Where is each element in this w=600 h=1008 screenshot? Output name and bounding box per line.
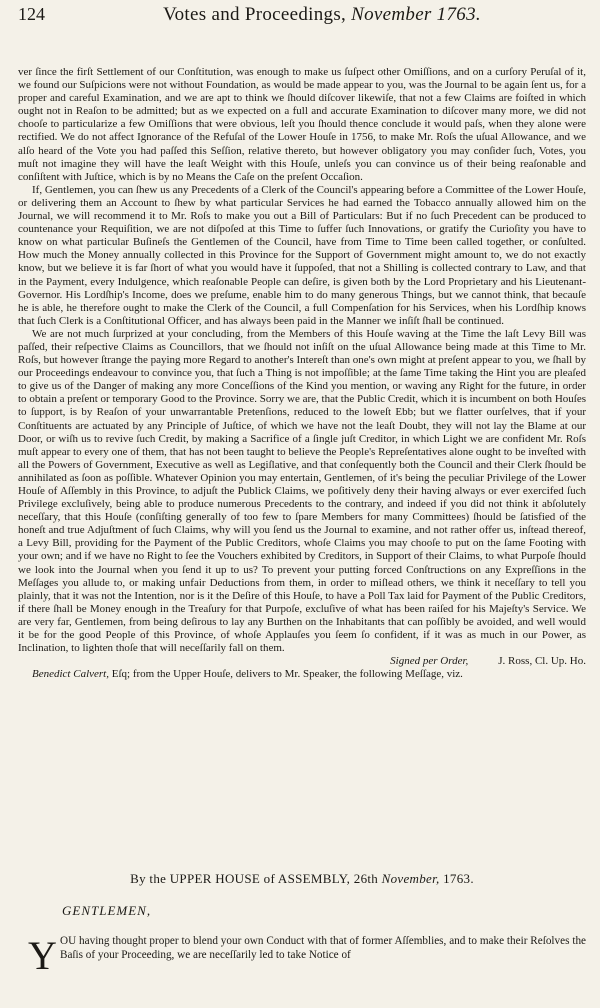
running-head-title: Votes and Proceedings, — [163, 4, 352, 25]
delivery-note — [18, 668, 586, 681]
drop-cap: Y — [28, 933, 57, 978]
signed-per-order: Signed per Order, — [390, 655, 469, 668]
running-head-date: November 1763. — [351, 4, 481, 25]
page-header — [18, 4, 586, 40]
salutation: GENTLEMEN, — [62, 903, 152, 918]
running-head — [58, 4, 586, 26]
paragraph-2: If, Gentlemen, you can ſhew us any Precedents of a Clerk of the Council's appearing before a Committee of the Lower Houſe, or delivering them an Account to ſhew by what particular Services he had earned the Tobacco annually allowed him on the Journal, we will recommend it to Mr. Roſs to make you out a Bill of Particulars: But if no ſuch Precedent can be produced to countenance your Requiſition, we are not diſpoſed at this Time to ſuffer ſuch Innovations, or gratify the Curioſity you have to know on what particular Buſineſs the Gentlemen of the Council, have from Time to Time been called together, or conſulted. How much the Money annually collected in this Province for the Support of Government might amount to, we do not exactly know, but we believe it is far ſhort of what you would have it ſuppoſed, that not a Shilling is collected contrary to Law, and that in the Payment, every Indulgence, which reaſonable People can deſire, is given both by the Lord Proprietary and his Lieutenant-Governor. His Lordſhip's Income, does we preſume, enable him to do many generous Things, but we cannot think, that becauſe he is able, he therefore ought to make the Clerk of the Council, a full Compenſation for his Services, when his Lordſhip knows that ſuch Clerk is a Conſtitutional Officer, and has always been paid in the Manner we inſiſt ſhall be continued. — [18, 183, 586, 327]
body-text — [18, 66, 586, 681]
message-heading-year: 1763. — [439, 871, 474, 886]
message-heading-prefix: By the UPPER HOUSE of ASSEMBLY, 26th — [130, 871, 382, 886]
delivery-text: Eſq; from the Upper Houſe, delivers to Mr. Speaker, the following Meſſage, viz. — [108, 668, 463, 681]
messenger-name: Benedict Calvert, — [32, 668, 109, 681]
paragraph-3: We are not much ſurprized at your concluding, from the Members of this Houſe waving at the Time the laſt Levy Bill was paſſed, their reſpective Claims as Councillors, that we ſhould not inſiſt on the uſual Allowance being made at this Time to Mr. Roſs, but however ſtrange the paying more Regard to another's Intereſt than one's own might at preſent appear to you, we ſhall by our Proceedings endeavour to convince you, that ſuch a Thing is not impoſſible; at the ſame Time taking the Hint you are pleaſed to give us of the Danger of making any more Conceſſions of the Kind you mention, or waving any Right for the future, in order to obtain a preſent or temporary Good to the Province. Sorry we are, that the Public Credit, which it is incumbent on both Houſes to ſupport, is by Reaſon of your unwarrantable Pretenſions, reduced to the loweſt Ebb; but we flatter ourſelves, that if your Conſtituents are actuated by any Principle of Juſtice, of which we have not the leaſt Doubt, they will not lay the Blame at our Door, or wiſh us to revive ſuch Credit, by making a Sacrifice of a ſingle juſt Creditor, in which Light we are confident Mr. Roſs muſt appear to every one of them, that has not been taught to believe the People's Repreſentatives alone ought to be inveſted with all the Powers of Government, Executive as well as Legiſlative, and that conſequently both the Council and their Clerk ſhould be annihilated as ſoon as poſſible. Whatever Opinion you may entertain, Gentlemen, of it's being the peculiar Privilege of the Lower Houſe of Aſſembly in this Province, to adjuſt the Publick Claims, we poſitively deny their having always or ever exercifed ſuch Privilege excluſively, being able to produce numerous Precedents to the contrary, and indeed if you did not think it abſolutely neceſſary, that this Houſe (conſiſting generally of too few to ſpare Members for many Committees) ſhould be ſatisfied of the honeſt and true Adjuſtment of ſuch Claims, why will you ſend us the Journal to examine, and not rather offer us, inſtead thereof, a Levy Bill, providing for the Payment of the Public Creditors, whoſe Claims you may chooſe to put on the ſame Footing with your own; and if we have no Right to ſee the Vouchers exhibited by Creditors, in Support of their Claims, to what Purpoſe ſhould we look into the Journal when you ſend it up to us? To prevent your putting forced Conſtructions on any Expreſſions in the Meſſages you allude to, or making unfair Deductions from them, in order to miſlead others, we think it neceſſary to tell you plainly, that it was not the Intention, nor is it the Deſire of this Houſe, to have a Poll Tax laid for Payment of the Public Creditors, if there ſhall be Money enough in the Treaſury for that Purpoſe, excluſive of what has been raiſed for his Majeſty's Service. We are very far, Gentlemen, from being deſirous to lay any Burthen on the Inhabitants that can poſſibly be avoided, and well would it be for the good People of this Province, of whoſe Applauſes you ſeem ſo confident, if it was as much in our Power, as Inclination, to lighten thoſe that will neceſſarily fall on them. — [18, 327, 586, 655]
signatory: J. Ross, Cl. Up. Ho. — [498, 655, 586, 668]
paragraph-1: ver ſince the firſt Settlement of our Conſtitution, was enough to make us ſuſpect other Omiſſions, and on a curſory Peruſal of it, we found our Suſpicions were not without Foundation, as would be made appear to you, was the Journal to be again ſent us, for a proper and careful Examination, and we are apt to think we ſhould diſcover likewiſe, that not a few Claims are foiſted in which ought not in Reaſon to be admitted; but as we expected on a full and accurate Examination to diſcover many more, we did not chooſe to particularize a few Omiſſions that were obvious, leſt you ſhould thence conclude it would paſs, when they alone were rectified. We do not affect Ignorance of the Refuſal of the Lower Houſe in 1756, to make Mr. Roſs the uſual Allowance, and we alſo heard of the Vote you had paſſed this Seſſion, relative thereto, but however obligatory you may conſider ſuch, Votes, you muſt not imagine they will have the leaſt Weight with this Houſe, unleſs you can convince us of their being reaſonable and conſiſtent with Juſtice, which is by no Means the Caſe on the preſent Occaſion. — [18, 66, 586, 183]
page-number: 124 — [18, 4, 45, 24]
message-body: OU having thought proper to blend your own Conduct with that of former Aſſemblies, and to make their Reſolves the Baſis of your Proceeding, we are neceſſarily led to take Notice of — [60, 935, 586, 961]
signature-line — [18, 655, 586, 668]
message-heading — [18, 871, 586, 887]
message-heading-month: November, — [381, 871, 440, 886]
